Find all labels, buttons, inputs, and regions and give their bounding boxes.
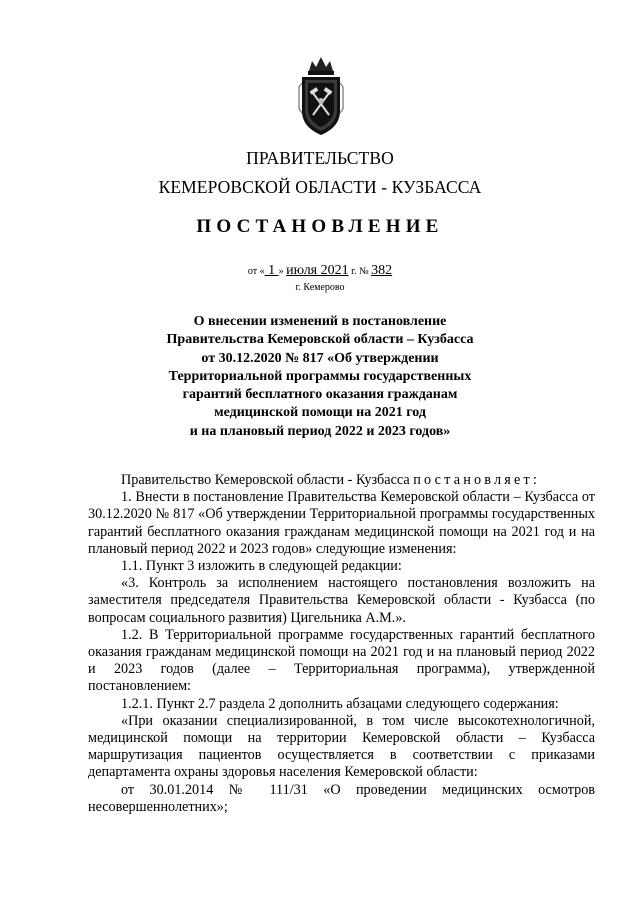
intro-paragraph	[88, 472, 595, 489]
subject-line: медицинской помощи на 2021 год	[214, 405, 426, 421]
government-name-line2: КЕМЕРОВСКОЙ ОБЛАСТИ - КУЗБАССА	[158, 177, 482, 197]
document-body	[88, 472, 595, 816]
date-line	[0, 262, 640, 281]
body-paragraph: 1.2. В Территориальной программе государственных гарантий бесплатного оказания гражданам медицинской помощи на 2021 год и на плановый период 2022 и 2023 годов (далее – Территориальная программа), утвержденной постановлением:	[88, 626, 595, 695]
document-subject	[130, 313, 510, 441]
body-paragraph: 1.1. Пункт 3 изложить в следующей редакции:	[121, 558, 402, 575]
date-month-year: июля 2021	[286, 263, 349, 278]
date-day: 1	[264, 263, 279, 278]
coat-of-arms-emblem	[298, 53, 344, 139]
government-name-line1: ПРАВИТЕЛЬСТВО	[246, 148, 394, 168]
subject-line: и на плановый период 2022 и 2023 годов»	[189, 423, 451, 439]
body-paragraph: «При оказании специализированной, в том числе высокотехнологичной, медицинской помощи на территории Кемеровской области – Кузбасса маршрутизация пациентов осуществляется в соответствии с приказами департамента охраны здоровья населения Кемеровской области:	[88, 712, 595, 781]
subject-line: Правительства Кемеровской области – Кузбасса	[166, 332, 474, 348]
body-paragraph: «3. Контроль за исполнением настоящего постановления возложить на заместителя председателя Правительства Кемеровской области - Кузбасса (по вопросам социального развития) Цигельника А.М.».	[88, 575, 595, 626]
subject-line: Территориальной программы государственных	[168, 368, 472, 384]
date-prefix: от «	[247, 266, 265, 277]
body-paragraph: 1.2.1. Пункт 2.7 раздела 2 дополнить абзацами следующего содержания:	[121, 695, 559, 712]
subject-line: от 30.12.2020 № 817 «Об утверждении	[201, 350, 439, 366]
intro-text: Правительство Кемеровской области - Кузбасса	[121, 472, 414, 488]
body-paragraph: 1. Внести в постановление Правительства Кемеровской области – Кузбасса от 30.12.2020 № 817 «Об утверждении Территориальной программы государственных гарантий бесплатного оказания гражданам медицинской помощи на 2021 год и на плановый период 2022 и 2023 годов» следующие изменения:	[88, 489, 595, 557]
subject-line: гарантий бесплатного оказания гражданам	[182, 387, 458, 403]
document-type-title: ПОСТАНОВЛЕНИЕ	[196, 216, 444, 237]
intro-verb: постановляет:	[413, 472, 541, 488]
subject-line: О внесении изменений в постановление	[193, 314, 447, 329]
city-label: г. Кемерово	[295, 282, 345, 293]
date-mid: »	[278, 266, 287, 277]
body-paragraph: от 30.01.2014 № 111/31 «О проведении медицинских осмотров несовершеннолетних»;	[88, 781, 595, 815]
document-number: 382	[371, 263, 393, 278]
date-year-suffix: г. №	[348, 266, 372, 277]
